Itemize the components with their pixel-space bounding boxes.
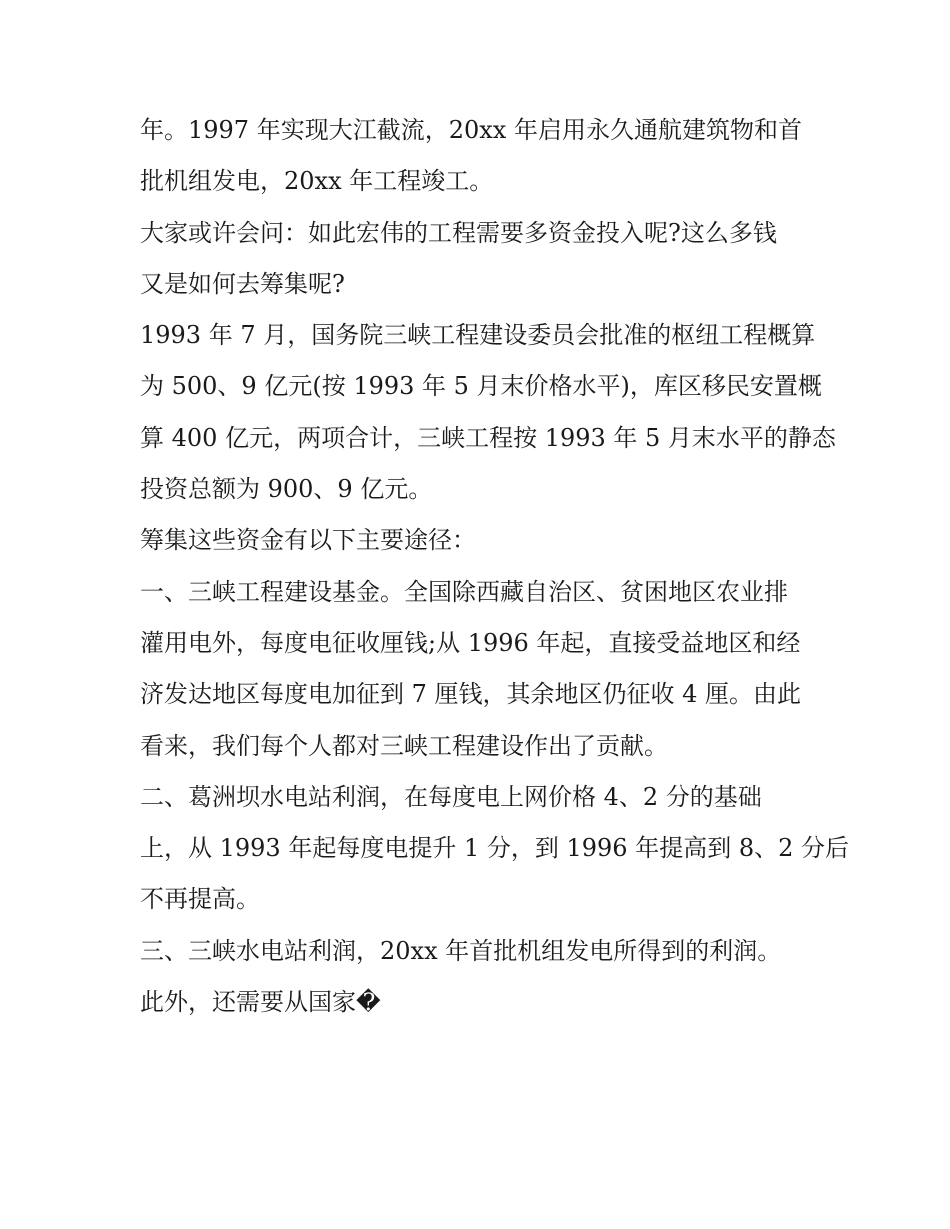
text-line: 1993 年 7 月，国务院三峡工程建设委员会批准的枢纽工程概算	[140, 321, 816, 350]
text-line: 算 400 亿元，两项合计，三峡工程按 1993 年 5 月末水平的静态	[140, 423, 836, 452]
text-line: 大家或许会问：如此宏伟的工程需要多资金投入呢?这么多钱	[140, 218, 777, 247]
text-line: 此外，还需要从国家�	[140, 988, 381, 1017]
text-line: 又是如何去筹集呢?	[140, 269, 345, 298]
text-line: 批机组发电，20xx 年工程竣工。	[140, 167, 494, 196]
text-line: 筹集这些资金有以下主要途径：	[140, 526, 476, 555]
body-text	[140, 105, 849, 1028]
text-line: 投资总额为 900、9 亿元。	[140, 475, 433, 504]
text-line: 三、三峡水电站利润，20xx 年首批机组发电所得到的利润。	[140, 936, 782, 965]
text-line: 看来，我们每个人都对三峡工程建设作出了贡献。	[140, 731, 668, 760]
text-line: 年。1997 年实现大江截流，20xx 年启用永久通航建筑物和首	[140, 116, 802, 144]
text-line: 灌用电外，每度电征收厘钱;从 1996 年起，直接受益地区和经	[140, 628, 801, 657]
text-line: 济发达地区每度电加征到 7 厘钱，其余地区仍征收 4 厘。由此	[140, 680, 802, 709]
text-line: 二、葛洲坝水电站利润，在每度电上网价格 4、2 分的基础	[140, 782, 762, 811]
text-line: 不再提高。	[140, 885, 260, 914]
text-line: 上，从 1993 年起每度电提升 1 分，到 1996 年提高到 8、2 分后	[140, 834, 849, 863]
text-line: 一、三峡工程建设基金。全国除西藏自治区、贫困地区农业排	[140, 577, 788, 606]
text-line: 为 500、9 亿元(按 1993 年 5 月末价格水平)，库区移民安置概	[140, 372, 822, 401]
